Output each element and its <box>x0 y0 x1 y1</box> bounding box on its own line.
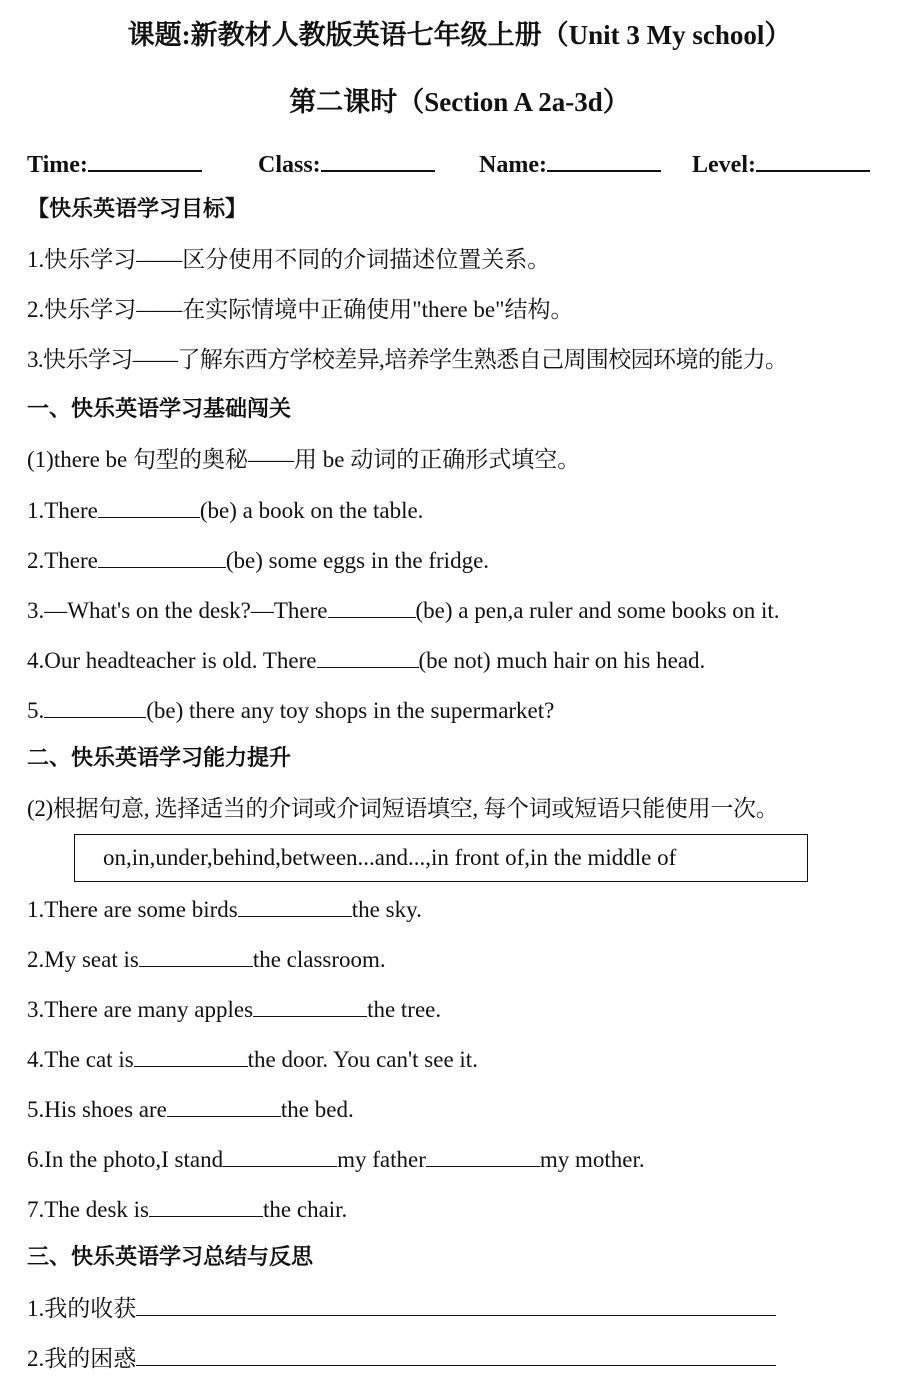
s2-q6-text-a: 6.In the photo,I stand <box>27 1147 224 1172</box>
s1-q4-blank[interactable] <box>317 645 419 668</box>
s1-question-5 <box>27 695 554 726</box>
word-box: on,in,under,behind,between...and...,in front of,in the middle of <box>74 834 808 882</box>
s2-q7-text-a: 7.The desk is <box>27 1197 150 1222</box>
level-blank[interactable] <box>756 146 870 172</box>
section2-heading: 二、快乐英语学习能力提升 <box>27 746 292 771</box>
time-blank[interactable] <box>88 146 202 172</box>
section2-instruction: (2)根据句意, 选择适当的介词或介词短语填空, 每个词或短语只能使用一次。 <box>27 796 779 821</box>
s1-q2-text-b: (be) some eggs in the fridge. <box>225 548 490 573</box>
gains-line <box>27 1293 776 1324</box>
name-blank[interactable] <box>547 146 661 172</box>
s2-q6-blank-2[interactable] <box>426 1144 540 1167</box>
goal-item-3: 3.快乐学习——了解东西方学校差异,培养学生熟悉自己周围校园环境的能力。 <box>27 347 788 372</box>
s2-q1-blank[interactable] <box>238 894 352 917</box>
s2-question-7 <box>27 1194 347 1225</box>
s2-question-4 <box>27 1044 478 1075</box>
time-field <box>27 146 202 180</box>
s2-question-1 <box>27 894 422 925</box>
s1-q1-text-b: (be) a book on the table. <box>199 498 424 523</box>
confusion-line <box>27 1343 776 1374</box>
s2-question-6 <box>27 1144 645 1175</box>
s2-q7-blank[interactable] <box>149 1194 263 1217</box>
goals-heading: 【快乐英语学习目标】 <box>27 197 248 222</box>
s2-q6-blank-1[interactable] <box>223 1144 337 1167</box>
section3-heading: 三、快乐英语学习总结与反思 <box>27 1245 314 1270</box>
s1-question-1 <box>27 495 423 526</box>
s2-q1-text-a: 1.There are some birds <box>27 897 238 922</box>
s2-q4-text-b: the door. You can't see it. <box>247 1047 478 1072</box>
s2-q7-text-b: the chair. <box>263 1197 348 1222</box>
class-field <box>258 146 435 180</box>
s2-question-5 <box>27 1094 354 1125</box>
page-title: 课题:新教材人教版英语七年级上册（Unit 3 My school） <box>127 20 792 50</box>
s1-q3-text-a: 3.—What's on the desk?—There <box>27 598 328 623</box>
level-label: Level: <box>692 152 756 178</box>
s1-q3-blank[interactable] <box>328 595 416 618</box>
s1-question-3 <box>27 595 780 626</box>
s1-q5-text-a: 5. <box>27 698 45 723</box>
gains-label: 1.我的收获 <box>27 1296 137 1321</box>
name-label: Name: <box>479 152 547 178</box>
s2-q2-text-a: 2.My seat is <box>27 947 139 972</box>
s2-q2-blank[interactable] <box>139 944 253 967</box>
s2-q6-text-c: my mother. <box>539 1147 645 1172</box>
page-subtitle: 第二课时（Section A 2a-3d） <box>289 87 630 117</box>
s1-question-4 <box>27 645 705 676</box>
s1-q4-text-a: 4.Our headteacher is old. There <box>27 648 317 673</box>
s1-question-2 <box>27 545 489 576</box>
name-field <box>479 146 661 180</box>
s2-question-3 <box>27 994 441 1025</box>
s1-q5-blank[interactable] <box>44 695 146 718</box>
s2-q1-text-b: the sky. <box>351 897 422 922</box>
s2-q5-text-a: 5.His shoes are <box>27 1097 167 1122</box>
s2-q5-blank[interactable] <box>167 1094 281 1117</box>
s1-q4-text-b: (be not) much hair on his head. <box>418 648 706 673</box>
level-field <box>692 146 870 180</box>
s1-q2-text-a: 2.There <box>27 548 98 573</box>
s2-q4-text-a: 4.The cat is <box>27 1047 134 1072</box>
s1-q2-blank[interactable] <box>98 545 226 568</box>
confusion-blank[interactable] <box>136 1343 776 1366</box>
s2-q5-text-b: the bed. <box>280 1097 354 1122</box>
s2-question-2 <box>27 944 386 975</box>
time-label: Time: <box>27 152 88 178</box>
s2-q6-text-b: my father <box>337 1147 426 1172</box>
s1-q1-text-a: 1.There <box>27 498 98 523</box>
class-blank[interactable] <box>321 146 435 172</box>
confusion-label: 2.我的困惑 <box>27 1346 137 1371</box>
gains-blank[interactable] <box>136 1293 776 1316</box>
s2-q3-text-a: 3.There are many apples <box>27 997 254 1022</box>
s1-q5-text-b: (be) there any toy shops in the supermarket? <box>146 698 555 723</box>
s2-q3-blank[interactable] <box>253 994 367 1017</box>
s2-q2-text-b: the classroom. <box>252 947 386 972</box>
s1-q3-text-b: (be) a pen,a ruler and some books on it. <box>415 598 780 623</box>
goal-item-2: 2.快乐学习——在实际情境中正确使用"there be"结构。 <box>27 297 574 322</box>
section1-heading: 一、快乐英语学习基础闯关 <box>27 397 292 422</box>
s2-q3-text-b: the tree. <box>367 997 442 1022</box>
goal-item-1: 1.快乐学习——区分使用不同的介词描述位置关系。 <box>27 247 551 272</box>
s2-q4-blank[interactable] <box>134 1044 248 1067</box>
class-label: Class: <box>258 152 321 178</box>
section1-instruction: (1)there be 句型的奥秘——用 be 动词的正确形式填空。 <box>27 447 581 472</box>
s1-q1-blank[interactable] <box>98 495 200 518</box>
